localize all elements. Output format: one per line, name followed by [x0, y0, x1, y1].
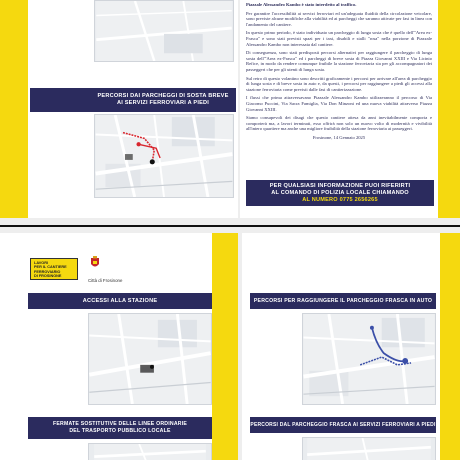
map-frasca-by-car: [302, 313, 436, 405]
map-station-access: [88, 313, 212, 405]
banner-substitute-line-1: FERMATE SOSTITUTIVE DELLE LINEE ORDINARIE: [52, 421, 188, 428]
map-short-stay-routes: [94, 114, 234, 198]
map-frasca-foot-svg: [303, 438, 435, 460]
logo-line-4: DI FROSINONE: [34, 274, 62, 279]
map-frasca-car-svg: [303, 314, 435, 404]
banner-frasca-car-label: PERCORSI PER RAGGIUNGERE IL PARCHEGGIO FRASCA IN AUTO: [253, 298, 433, 304]
info-banner: [246, 180, 434, 206]
notice-signature: Frosinone, 14 Gennaio 2025: [312, 134, 366, 140]
yellow-strip-bottom-left: [212, 233, 238, 460]
logo-line-3: FERROVIARIO: [34, 269, 61, 274]
spread-divider: [0, 225, 460, 227]
yellow-strip-right: [438, 0, 460, 218]
banner-short-stay-parking: [30, 88, 236, 112]
notice-paragraph-3: Di conseguenza, sono stati predisposti percorsi alternativi per raggiungere il parcheggio di lunga sosta dell'"Area ex-Frasca" ed i parcheggi di breve sosta di Piazza Giovanni XXIII e Via Licinio Refice, in modo da rendere comunque fruibile la stazione ferroviaria sia per gli accompagnatori dei passeggeri che per gli utenti di lunga sosta.: [246, 50, 432, 72]
notice-paragraph-4: Sul retro di questo volantino sono descritti graficamente i percorsi per arrivare all'area di parcheggio di lunga sosta e di breve sosta in auto e, da questi, i percorsi per raggiungere a piedi gli accessi alla stazione ferroviaria come previsti dalle fasi di cantierizzazione.: [246, 75, 432, 92]
bottom-right-page: [242, 233, 460, 460]
map-substitute-stops-svg: [89, 444, 211, 460]
notice-heading: Piazzale Alessandro Kambo è stato interdetto al traffico.: [246, 2, 357, 7]
city-crest-icon: [90, 256, 100, 269]
map-top-cut: [94, 0, 234, 62]
map-substitute-stops: [88, 443, 212, 460]
logo-line-2: PER IL CANTIERE: [34, 265, 67, 270]
info-line-2: AL COMANDO DI POLIZIA LOCALE CHIAMANDO: [271, 189, 409, 196]
logo-line-1: LAVORI: [34, 261, 49, 265]
top-left-page: [0, 0, 238, 218]
banner-title: PERCORSI DAI PARCHEGGI DI SOSTA BREVE: [97, 93, 229, 99]
banner-substitute-stops: [28, 417, 212, 439]
notice-paragraph-1: Per garantire l'accessibilità ai servizi ferroviari ed un'adeguata fluidità della circolazione veicolare, sono previste alcune modifiche alla viabilità ed ai parcheggi che saranno attivate per fasi in linea con l'andamento del cantiere.: [246, 10, 432, 27]
info-phone: AL NUMERO 0775 2656265: [302, 196, 378, 203]
notice-paragraph-5: I flussi che prima attraversavano Piazzale Alessandro Kambo utilizzeranno il percorso di Via Giacomo Puccini, Via Sacra Famiglia, Via Don Minzoni ed una nuova viabilità attraverso Piazza Giovanni XXIII.: [246, 95, 432, 112]
yellow-strip-bottom-right: [440, 233, 460, 460]
banner-frasca-foot-label: PERCORSI DAL PARCHEGGIO FRASCA AI SERVIZI FERROVIARI A PIEDI: [250, 422, 436, 428]
info-line-1: PER QUALSIASI INFORMAZIONE PUOI RIFERIRTI: [269, 182, 411, 189]
notice-text: [246, 2, 432, 143]
works-logo: [30, 258, 78, 280]
banner-substitute-line-2: DEL TRASPORTO PUBBLICO LOCALE: [69, 428, 171, 434]
top-right-page: [240, 0, 460, 218]
banner-station-access-label: ACCESSI ALLA STAZIONE: [82, 298, 158, 304]
banner-station-access: [28, 293, 212, 309]
map-short-stay-svg: [95, 115, 233, 197]
yellow-strip-left: [0, 0, 28, 218]
city-label: Città di Frosinone: [88, 278, 123, 283]
banner-subtitle: AI SERVIZI FERROVIARI A PIEDI: [117, 100, 209, 106]
map-top-cut-svg: [95, 1, 233, 61]
banner-frasca-on-foot: [250, 417, 436, 433]
map-frasca-on-foot: [302, 437, 436, 460]
map-station-access-svg: [89, 314, 211, 404]
notice-paragraph-2: In questo primo periodo, è stato individuato un parcheggio di lunga sosta che è quello dell'"Area ex-Frasca" e sono stati previsti spazi per i taxi, disabili e stalli "rosa" nella porzione di Piazzale Alessandro Kambo non interessata dal cantiere.: [246, 30, 432, 47]
notice-paragraph-6: Siamo consapevoli dei disagi che questo cantiere attesa da anni inevitabilmente comporta e comporterà ma, a lavori terminati, esso offrirà non solo un nuovo volto di modernità e vivibilità all'intero quartiere ma anche una migliore fruibilità della stazione ferroviaria ai passeggeri.: [246, 115, 432, 132]
banner-frasca-by-car: [250, 293, 436, 309]
